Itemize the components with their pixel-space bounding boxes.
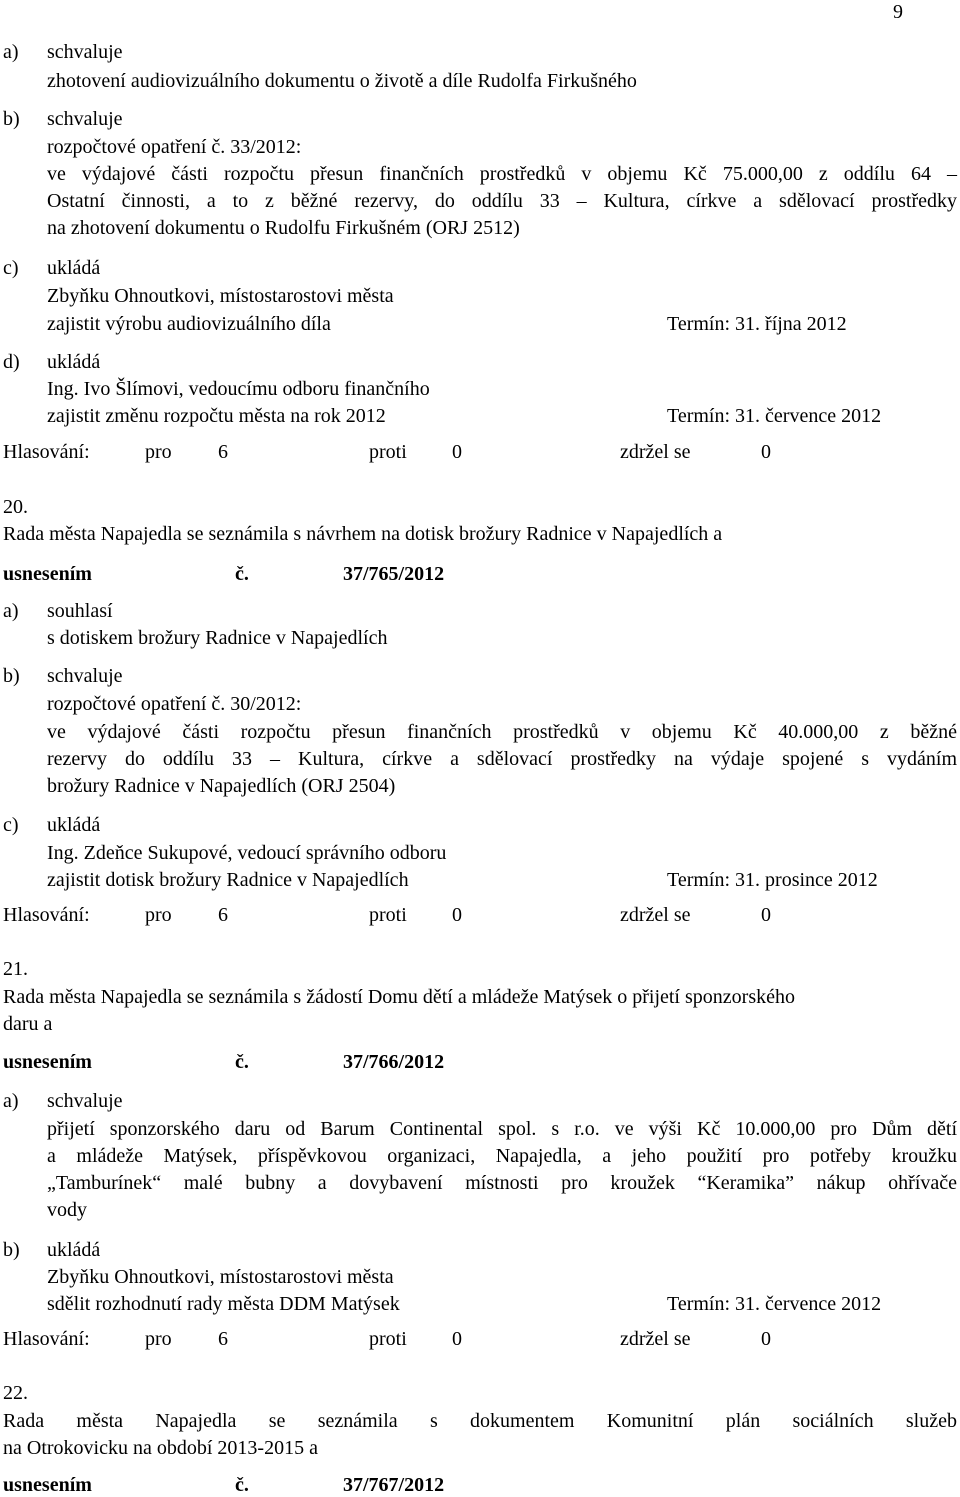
item-label: a) (3, 600, 19, 622)
vote-proti: proti (369, 904, 407, 926)
resolution-word: usnesením (3, 1474, 92, 1496)
resolution-word: usnesením (3, 563, 92, 585)
item-label: d) (3, 351, 20, 373)
deadline: Termín: 31. července 2012 (667, 405, 882, 427)
item-verb: schvaluje (47, 41, 123, 63)
item-verb: schvaluje (47, 108, 123, 130)
vote-abstain: zdržel se (620, 441, 691, 463)
resolution-number: 37/767/2012 (343, 1474, 445, 1496)
item-d-heading (3, 350, 100, 374)
vote-proti: proti (369, 1328, 407, 1350)
vote-pro: pro (145, 904, 172, 926)
responsible-person: Zbyňku Ohnoutkovi, místostarostovi města (47, 285, 394, 307)
item-text: zhotovení audiovizuálního dokumentu o životě a díle Rudolfa Firkušného (47, 70, 637, 92)
item-label: c) (3, 257, 19, 279)
vote-abstain-count: 0 (761, 441, 771, 463)
resolution-c: č. (235, 1051, 249, 1073)
responsible-person: Ing. Ivo Šlímovi, vedoucímu odboru finančního (47, 378, 430, 400)
item-a-heading (3, 599, 113, 623)
section-intro: daru a (3, 1013, 53, 1035)
item-text: rozpočtové opatření č. 30/2012: (47, 693, 302, 715)
item-text: ve výdajové části rozpočtu přesun finančních prostředků v objemu Kč 40.000,00 z běžné (47, 721, 957, 743)
item-text: vody (47, 1199, 87, 1221)
vote-abstain-count: 0 (761, 904, 771, 926)
vote-pro-count: 6 (218, 904, 228, 926)
item-text: „Tamburínek“ malé bubny a dovybavení místnosti pro kroužek “Keramika” nákup ohřívače (47, 1172, 957, 1194)
vote-proti: proti (369, 441, 407, 463)
item-verb: ukládá (47, 351, 101, 373)
section-intro: Rada města Napajedla se seznámila s žádostí Domu dětí a mládeže Matýsek o přijetí sponzorského (3, 986, 795, 1008)
deadline: Termín: 31. října 2012 (667, 313, 847, 335)
resolution-word: usnesením (3, 1051, 92, 1073)
vote-abstain-count: 0 (761, 1328, 771, 1350)
section-intro: Rada města Napajedla se seznámila s dokumentem Komunitní plán sociálních služeb (3, 1410, 957, 1432)
vote-pro: pro (145, 441, 172, 463)
item-text: Ostatní činnosti, a to z běžné rezervy, do oddílu 33 – Kultura, církve a sdělovací prostředky (47, 190, 957, 212)
vote-proti-count: 0 (452, 1328, 462, 1350)
item-label: a) (3, 1090, 19, 1112)
vote-proti-count: 0 (452, 904, 462, 926)
item-text: přijetí sponzorského daru od Barum Continental spol. s r.o. ve výši Kč 10.000,00 pro Dům dětí (47, 1118, 957, 1140)
item-b-heading (3, 1238, 100, 1262)
deadline: Termín: 31. prosince 2012 (667, 869, 878, 891)
responsible-person: Ing. Zdeňce Sukupové, vedoucí správního odboru (47, 842, 447, 864)
resolution-number: 37/766/2012 (343, 1051, 445, 1073)
vote-label: Hlasování: (3, 904, 90, 926)
vote-abstain: zdržel se (620, 1328, 691, 1350)
item-verb: ukládá (47, 257, 101, 279)
page-number: 9 (893, 1, 903, 23)
item-text: brožury Radnice v Napajedlích (ORJ 2504) (47, 775, 396, 797)
item-verb: ukládá (47, 1239, 101, 1261)
section-intro: Rada města Napajedla se seznámila s návrhem na dotisk brožury Radnice v Napajedlích a (3, 523, 723, 545)
item-c-heading (3, 813, 100, 837)
item-c-heading (3, 256, 100, 280)
deadline: Termín: 31. července 2012 (667, 1293, 882, 1315)
vote-abstain: zdržel se (620, 904, 691, 926)
item-b-heading (3, 107, 123, 131)
vote-label: Hlasování: (3, 1328, 90, 1350)
task-line (47, 404, 947, 428)
item-text: a mládeže Matýsek, příspěvkovou organizaci, Napajedla, a jeho použití pro potřeby kroužku (47, 1145, 957, 1167)
item-verb: souhlasí (47, 600, 113, 622)
vote-label: Hlasování: (3, 441, 90, 463)
task-text: sdělit rozhodnutí rady města DDM Matýsek (47, 1293, 400, 1315)
item-b-heading (3, 664, 123, 688)
vote-pro-count: 6 (218, 441, 228, 463)
item-label: a) (3, 41, 19, 63)
item-text: rozpočtové opatření č. 33/2012: (47, 136, 302, 158)
task-line (47, 1292, 947, 1316)
resolution-number: 37/765/2012 (343, 563, 445, 585)
item-verb: ukládá (47, 814, 101, 836)
item-text: ve výdajové části rozpočtu přesun finančních prostředků v objemu Kč 75.000,00 z oddílu 64 – (47, 163, 957, 185)
section-intro: na Otrokovicku na období 2013-2015 a (3, 1437, 318, 1459)
responsible-person: Zbyňku Ohnoutkovi, místostarostovi města (47, 1266, 394, 1288)
item-text: rezervy do oddílu 33 – Kultura, církve a sdělovací prostředky na výdaje spojené s vydáním (47, 748, 957, 770)
task-text: zajistit změnu rozpočtu města na rok 2012 (47, 405, 386, 427)
item-verb: schvaluje (47, 1090, 123, 1112)
vote-pro: pro (145, 1328, 172, 1350)
item-label: b) (3, 665, 20, 687)
task-text: zajistit dotisk brožury Radnice v Napajedlích (47, 869, 409, 891)
task-line (47, 868, 947, 892)
item-a-heading (3, 40, 123, 64)
resolution-c: č. (235, 563, 249, 585)
item-text: na zhotovení dokumentu o Rudolfu Firkušném (ORJ 2512) (47, 217, 520, 239)
item-verb: schvaluje (47, 665, 123, 687)
vote-proti-count: 0 (452, 441, 462, 463)
resolution-c: č. (235, 1474, 249, 1496)
task-line (47, 312, 947, 336)
item-a-heading (3, 1089, 123, 1113)
section-number: 20. (3, 496, 28, 518)
section-number: 21. (3, 958, 28, 980)
item-text: s dotiskem brožury Radnice v Napajedlích (47, 627, 388, 649)
item-label: b) (3, 108, 20, 130)
section-number: 22. (3, 1382, 28, 1404)
item-label: c) (3, 814, 19, 836)
item-label: b) (3, 1239, 20, 1261)
vote-pro-count: 6 (218, 1328, 228, 1350)
task-text: zajistit výrobu audiovizuálního díla (47, 313, 331, 335)
